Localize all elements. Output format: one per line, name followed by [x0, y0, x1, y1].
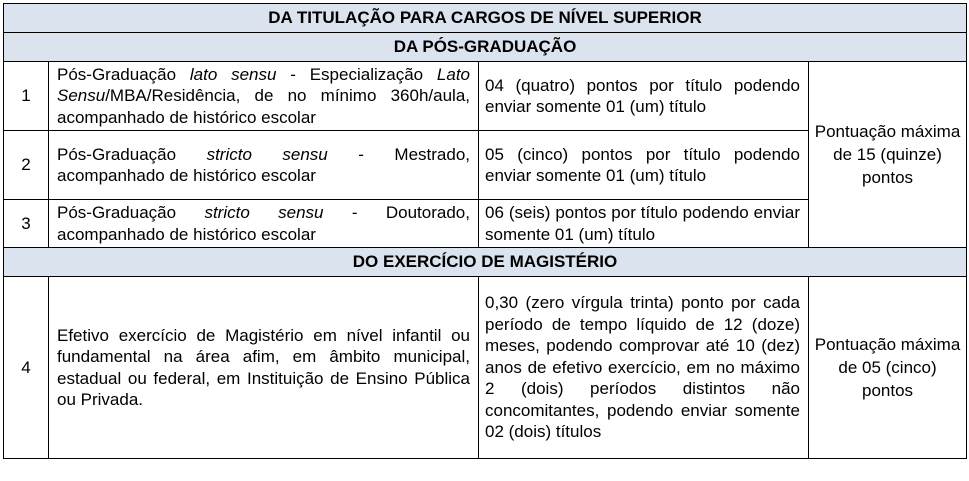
- row-points: 04 (quatro) pontos por título podendo enviar somente 01 (um) título: [479, 62, 809, 131]
- row-description: Pós-Graduação stricto sensu - Mestrado, acompanhado de histórico escolar: [49, 131, 479, 200]
- row-description: Efetivo exercício de Magistério em nível infantil ou fundamental na área afim, em âmbito municipal, estadual ou federal, em Instituição de Ensino Pública ou Privada.: [49, 277, 479, 459]
- table-row: [4, 62, 967, 131]
- titles-score-table: [3, 3, 967, 459]
- row-number: 1: [4, 62, 49, 131]
- section-heading-magisterio: DO EXERCÍCIO DE MAGISTÉRIO: [4, 248, 967, 277]
- row-points: 0,30 (zero vírgula trinta) ponto por cada período de tempo líquido de 12 (doze) meses, podendo comprovar até 10 (dez) anos de efetivo exercício, em no máximo 2 (dois) períodos distintos não concomitantes, podendo enviar somente 02 (dois) títulos: [479, 277, 809, 459]
- max-score-magisterio: Pontuação máxima de 05 (cinco) pontos: [809, 277, 967, 459]
- table-title: DA TITULAÇÃO PARA CARGOS DE NÍVEL SUPERIOR: [4, 4, 967, 33]
- row-points: 05 (cinco) pontos por título podendo enviar somente 01 (um) título: [479, 131, 809, 200]
- row-description: Pós-Graduação stricto sensu - Doutorado, acompanhado de histórico escolar: [49, 200, 479, 248]
- table-row: [4, 277, 967, 459]
- row-number: 4: [4, 277, 49, 459]
- row-number: 3: [4, 200, 49, 248]
- row-points: 06 (seis) pontos por título podendo enviar somente 01 (um) título: [479, 200, 809, 248]
- max-score-pos-graduacao: Pontuação máxima de 15 (quinze) pontos: [809, 62, 967, 248]
- row-description: Pós-Graduação lato sensu - Especialização Lato Sensu/MBA/Residência, de no mínimo 360h/aula, acompanhado de histórico escolar: [49, 62, 479, 131]
- section-heading-pos-graduacao: DA PÓS-GRADUAÇÃO: [4, 33, 967, 62]
- row-number: 2: [4, 131, 49, 200]
